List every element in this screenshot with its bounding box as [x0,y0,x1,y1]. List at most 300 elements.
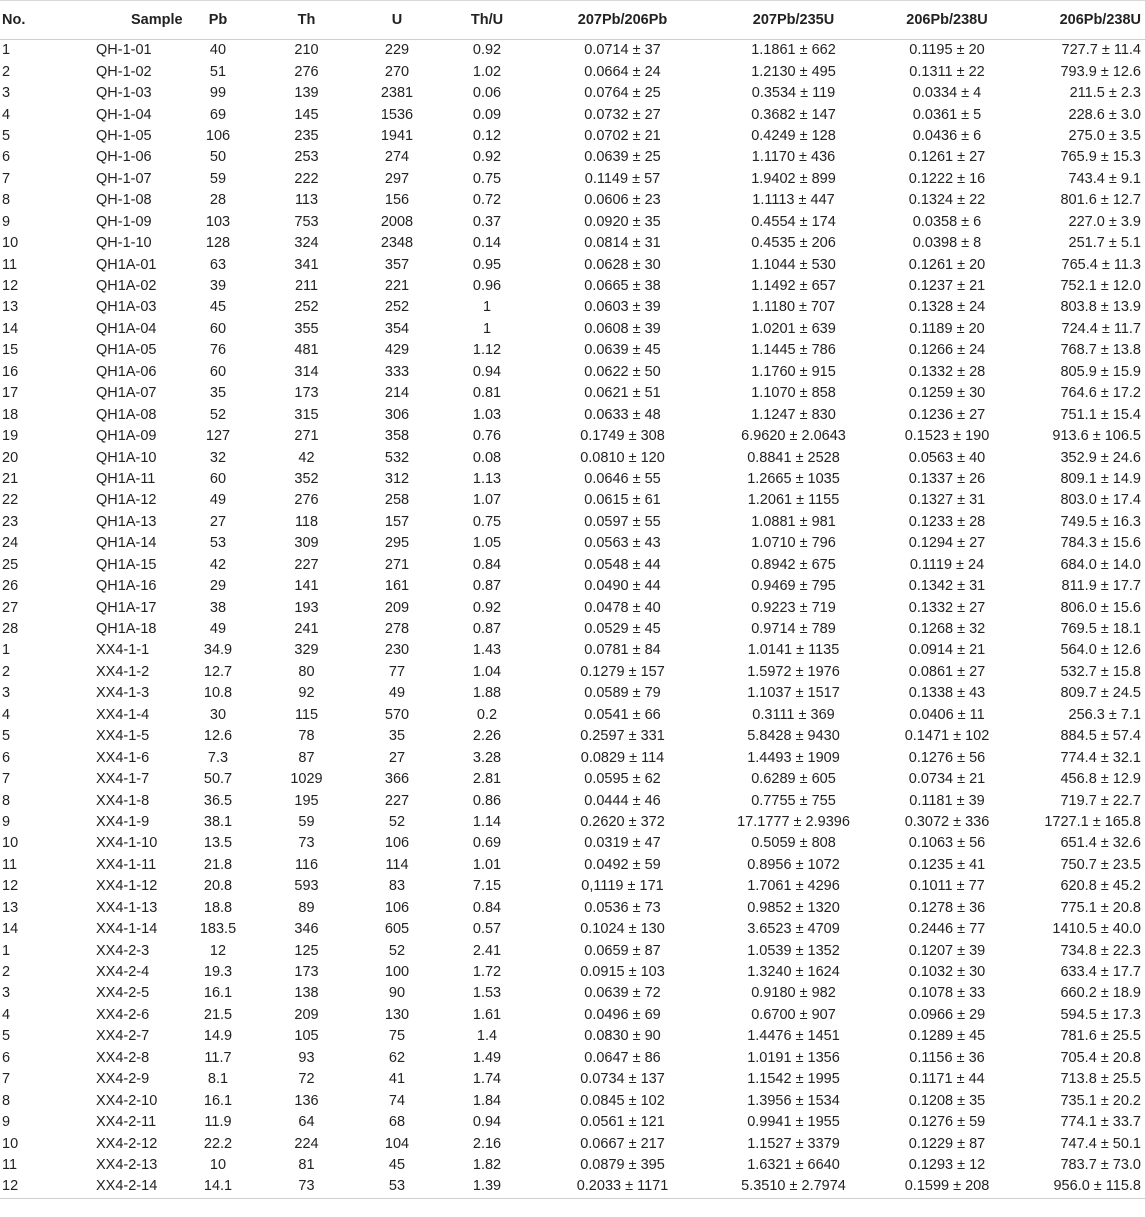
table-row [0,790,1145,811]
cell-u: 271 [384,556,410,573]
table-row [0,169,1145,190]
cell-th: 139 [294,85,319,102]
cell-sample: XX4-2-8 [96,1049,150,1066]
table-row [0,319,1145,340]
cell-th: 118 [294,513,319,530]
cell-th-u: 1.43 [472,642,502,659]
header-207pb-235u: 207Pb/235U [710,1,877,40]
cell-th-u: 0.72 [472,192,502,209]
cell-sample: XX4-1-8 [96,792,150,809]
cell-no: 1 [2,42,11,59]
table-row [0,61,1145,82]
cell-th: 92 [298,685,315,702]
cell-th: 341 [294,256,319,273]
cell-pb: 63 [209,256,227,273]
cell-206pb-238u-ratio: 0.0914 ± 21 [908,642,986,659]
cell-207pb-235u: 0.9941 ± 1955 [747,1114,840,1131]
cell-pb: 20.8 [203,878,233,895]
cell-pb: 16.1 [203,985,233,1002]
cell-no: 12 [2,878,19,895]
cell-207pb-206pb: 0.0764 ± 25 [584,85,661,102]
cell-th-u: 2.16 [472,1135,502,1152]
cell-sample: XX4-1-13 [96,899,158,916]
cell-pb: 10.8 [203,685,233,702]
cell-207pb-235u: 0.9714 ± 789 [751,621,836,638]
cell-206pb-238u-age: 684.0 ± 14.0 [1060,556,1141,573]
cell-th: 315 [294,406,319,423]
cell-th: 89 [298,899,315,916]
header-th-u: Th/U [439,1,535,40]
cell-th: 227 [294,556,319,573]
cell-u: 2348 [380,235,414,252]
cell-u: 130 [384,1006,410,1023]
cell-207pb-206pb: 0.0589 ± 79 [584,685,661,702]
cell-pb: 59 [209,170,227,187]
cell-no: 4 [2,1006,11,1023]
cell-207pb-235u: 0.5059 ± 808 [751,835,836,852]
cell-no: 7 [2,771,11,788]
cell-th-u: 1.84 [472,1092,502,1109]
cell-pb: 34.9 [203,642,233,659]
cell-206pb-238u-ratio: 0.1195 ± 20 [909,42,985,59]
cell-207pb-206pb: 0.0561 ± 121 [580,1114,665,1131]
cell-207pb-235u: 0.3534 ± 119 [751,85,836,102]
cell-207pb-235u: 0.9223 ± 719 [751,599,836,616]
cell-u: 45 [388,1156,406,1173]
cell-u: 114 [385,856,409,873]
cell-206pb-238u-age: 713.8 ± 25.5 [1060,1071,1141,1088]
cell-206pb-238u-age: 806.0 ± 15.6 [1060,599,1141,616]
cell-th-u: 0.96 [472,278,502,295]
cell-207pb-235u: 0.7755 ± 755 [751,792,836,809]
cell-206pb-238u-ratio: 0.2446 ± 77 [908,921,986,938]
table-row [0,297,1145,318]
cell-207pb-206pb: 0.0915 ± 103 [580,964,665,981]
cell-pb: 18.8 [203,899,233,916]
cell-206pb-238u-age: 564.0 ± 12.6 [1060,642,1141,659]
cell-sample: QH-1-05 [96,127,152,144]
table-row [0,597,1145,618]
cell-sample: QH1A-15 [96,556,157,573]
cell-th-u: 0.87 [472,621,502,638]
cell-207pb-235u: 1.1180 ± 707 [751,299,836,316]
cell-206pb-238u-age: 784.3 ± 15.6 [1060,535,1141,552]
cell-206pb-238u-ratio: 0.0966 ± 29 [908,1006,986,1023]
cell-207pb-235u: 0.6700 ± 907 [751,1006,836,1023]
cell-207pb-235u: 1.4476 ± 1451 [747,1028,840,1045]
cell-pb: 21.5 [203,1006,233,1023]
cell-no: 5 [2,1028,11,1045]
cell-207pb-235u: 1.1070 ± 858 [751,385,836,402]
cell-no: 5 [2,728,11,745]
cell-u: 209 [384,599,410,616]
cell-206pb-238u-ratio: 0.1276 ± 59 [908,1114,986,1131]
cell-th: 222 [294,170,319,187]
cell-th-u: 1.39 [439,1176,535,1198]
table-row [0,404,1145,425]
cell-206pb-238u-ratio: 0.1261 ± 20 [908,256,986,273]
table-row [0,212,1145,233]
cell-206pb-238u-age: 456.8 ± 12.9 [1060,771,1141,788]
cell-206pb-238u-age: 805.9 ± 15.9 [1060,363,1141,380]
cell-u: 2381 [380,85,414,102]
cell-sample: QH-1-06 [96,149,152,166]
header-207pb-206pb: 207Pb/206Pb [535,1,710,40]
cell-207pb-235u: 1.9402 ± 899 [751,170,836,187]
cell-206pb-238u-ratio: 0.1332 ± 28 [908,363,986,380]
cell-206pb-238u-ratio: 0.1261 ± 27 [908,149,986,166]
cell-th-u: 1.02 [472,63,502,80]
table-row [0,683,1145,704]
cell-206pb-238u-ratio: 0.3072 ± 336 [904,813,990,830]
cell-207pb-206pb: 0.0633 ± 48 [584,406,661,423]
cell-th: 141 [294,578,319,595]
cell-no: 8 [2,792,11,809]
cell-u: 252 [384,299,410,316]
cell-th: 193 [294,599,319,616]
cell-pb: 39 [209,278,227,295]
cell-th-u: 1.13 [472,470,502,487]
cell-207pb-206pb: 0.0444 ± 46 [584,792,661,809]
table-row [0,940,1145,961]
cell-206pb-238u-age: 743.4 ± 9.1 [1068,170,1141,187]
cell-sample: XX4-1-3 [96,685,150,702]
table-row [0,83,1145,104]
cell-no: 27 [2,599,19,616]
cell-sample: XX4-1-6 [96,749,150,766]
cell-pb: 16.1 [203,1092,233,1109]
cell-207pb-235u: 5.3510 ± 2.7974 [710,1176,877,1198]
cell-u: 77 [388,663,406,680]
cell-no: 21 [2,470,19,487]
cell-no: 13 [2,899,19,916]
cell-sample: XX4-2-11 [96,1114,157,1131]
cell-th-u: 0.08 [472,449,502,466]
cell-207pb-235u: 0.8841 ± 2528 [747,449,840,466]
header-th: Th [258,1,355,40]
cell-207pb-206pb: 0.0608 ± 39 [584,320,661,337]
cell-206pb-238u-age: 774.1 ± 33.7 [1060,1114,1141,1131]
cell-207pb-206pb: 0.0714 ± 37 [584,42,661,59]
cell-u: 90 [388,985,406,1002]
cell-207pb-235u: 0.8956 ± 1072 [747,856,840,873]
cell-pb: 103 [205,213,231,230]
cell-no: 9 [2,813,11,830]
header-206pb-238u-age: 206Pb/238U [1017,1,1145,40]
cell-206pb-238u-age: 809.7 ± 24.5 [1060,685,1141,702]
cell-no: 19 [2,428,19,445]
cell-th-u: 1.49 [472,1049,502,1066]
cell-207pb-235u: 6.9620 ± 2.0643 [741,428,846,445]
cell-sample: QH-1-08 [96,192,152,209]
cell-207pb-235u: 1.1542 ± 1995 [747,1071,840,1088]
cell-206pb-238u-ratio: 0.0563 ± 40 [908,449,986,466]
cell-th-u: 0.69 [472,835,502,852]
table-row [0,1112,1145,1133]
cell-pb: 12.7 [203,663,233,680]
cell-u: 74 [388,1092,406,1109]
cell-sample: QH1A-17 [96,599,157,616]
cell-206pb-238u-age: 765.4 ± 11.3 [1061,256,1141,273]
table-row [0,983,1145,1004]
cell-207pb-206pb: 0.1749 ± 308 [580,428,665,445]
cell-sample: QH1A-13 [96,513,157,530]
cell-th-u: 0.84 [472,899,502,916]
cell-th: 105 [294,1028,319,1045]
cell-th: 125 [294,942,319,959]
cell-th-u: 1.74 [472,1071,502,1088]
table-row [0,1048,1145,1069]
cell-pb: 38.1 [203,813,233,830]
table-row [0,190,1145,211]
cell-pb: 52 [209,406,227,423]
cell-sample: XX4-2-13 [96,1156,158,1173]
cell-206pb-238u-ratio: 0.1338 ± 43 [908,685,986,702]
cell-no: 13 [2,299,19,316]
cell-207pb-235u: 1.4493 ± 1909 [747,749,840,766]
cell-th-u: 0.92 [472,42,502,59]
cell-th: 481 [294,342,319,359]
cell-th: 115 [294,706,319,723]
cell-207pb-206pb: 0.0665 ± 38 [584,278,661,295]
cell-207pb-235u: 1.1037 ± 1517 [747,685,840,702]
cell-u: 83 [388,878,406,895]
cell-no: 1 [2,942,11,959]
cell-206pb-238u-ratio: 0.1207 ± 39 [908,942,986,959]
cell-207pb-206pb: 0.0492 ± 59 [584,856,661,873]
cell-th: 113 [294,192,319,209]
cell-206pb-238u-age: 724.4 ± 11.7 [1061,320,1141,337]
cell-207pb-235u: 1.2061 ± 1155 [747,492,840,509]
cell-sample: QH1A-14 [96,535,157,552]
cell-pb: 40 [209,42,227,59]
cell-207pb-235u: 1.1760 ± 915 [751,363,836,380]
cell-207pb-206pb: 0.0496 ± 69 [584,1006,661,1023]
cell-sample: XX4-2-6 [96,1006,150,1023]
cell-u: 157 [384,513,410,530]
cell-u: 429 [384,342,410,359]
cell-206pb-238u-age: 783.7 ± 73.0 [1060,1156,1141,1173]
cell-th-u: 0.76 [472,428,502,445]
cell-pb: 29 [209,578,227,595]
cell-th: 253 [294,149,319,166]
cell-pb: 19.3 [203,964,233,981]
cell-u: 62 [388,1049,406,1066]
cell-th: 276 [294,492,319,509]
cell-206pb-238u-ratio: 0.1599 ± 208 [877,1176,1017,1198]
cell-206pb-238u-ratio: 0.1342 ± 31 [908,578,986,595]
cell-no: 7 [2,170,11,187]
cell-sample: XX4-1-1 [96,642,150,659]
cell-206pb-238u-age: 620.8 ± 45.2 [1060,878,1141,895]
cell-207pb-235u: 1.3240 ± 1624 [747,964,840,981]
cell-206pb-238u-ratio: 0.1235 ± 41 [908,856,986,873]
cell-no: 11 [2,856,18,873]
cell-th: 78 [298,728,315,745]
cell-207pb-206pb: 0.0845 ± 102 [580,1092,665,1109]
cell-th-u: 1.03 [472,406,502,423]
cell-th: 352 [294,470,319,487]
cell-no: 12 [0,1176,48,1198]
table-row [0,855,1145,876]
cell-207pb-206pb: 0.2597 ± 331 [580,728,665,745]
cell-206pb-238u-ratio: 0.1011 ± 77 [909,878,985,895]
table-row [0,812,1145,833]
cell-207pb-206pb: 0.0628 ± 30 [584,256,661,273]
cell-207pb-206pb: 0.0541 ± 66 [584,706,661,723]
cell-207pb-206pb: 0.2033 ± 1171 [535,1176,710,1198]
cell-pb: 99 [209,85,227,102]
header-u: U [355,1,439,40]
cell-206pb-238u-ratio: 0.0334 ± 4 [912,85,982,102]
cell-sample: XX4-1-7 [96,771,150,788]
cell-sample: XX4-2-5 [96,985,150,1002]
cell-206pb-238u-ratio: 0.1523 ± 190 [904,428,990,445]
header-no: No. [0,1,48,40]
cell-pb: 12.6 [203,728,233,745]
cell-pb: 36.5 [203,792,233,809]
cell-th-u: 2.41 [472,942,502,959]
cell-th-u: 0.06 [472,85,502,102]
cell-207pb-235u: 17.1777 ± 2.9396 [737,813,850,830]
cell-pb: 10 [209,1156,227,1173]
cell-pb: 76 [209,342,227,359]
cell-th: 276 [294,63,319,80]
cell-th: 271 [294,428,319,445]
cell-sample: XX4-1-2 [96,663,150,680]
cell-th: 1029 [290,771,323,788]
cell-pb: 27 [209,513,227,530]
cell-u: 53 [355,1176,439,1198]
cell-th: 195 [294,792,319,809]
cell-th-u: 1 [482,320,492,337]
cell-no: 24 [2,535,19,552]
cell-207pb-235u: 1.7061 ± 4296 [747,878,840,895]
cell-no: 10 [2,1135,19,1152]
cell-206pb-238u-ratio: 0.1171 ± 44 [909,1071,985,1088]
cell-pb: 69 [209,106,227,123]
cell-207pb-235u: 1.1445 ± 786 [751,342,836,359]
cell-206pb-238u-age: 727.7 ± 11.4 [1061,42,1141,59]
cell-no: 14 [2,320,19,337]
cell-no: 14 [2,921,19,938]
cell-207pb-206pb: 0.0548 ± 44 [584,556,661,573]
cell-206pb-238u-age: 803.0 ± 17.4 [1060,492,1141,509]
cell-207pb-206pb: 0.0319 ± 47 [584,835,661,852]
cell-th: 309 [294,535,319,552]
cell-207pb-235u: 1.6321 ± 6640 [747,1156,840,1173]
cell-207pb-206pb: 0.0781 ± 84 [584,642,661,659]
cell-206pb-238u-age: 809.1 ± 14.9 [1060,470,1141,487]
cell-207pb-235u: 1.0881 ± 981 [751,513,836,530]
cell-u: 570 [384,706,410,723]
cell-206pb-238u-ratio: 0.1278 ± 36 [908,899,986,916]
cell-no: 2 [2,964,11,981]
cell-207pb-235u: 0.4249 ± 128 [751,127,836,144]
cell-no: 26 [2,578,19,595]
cell-th-u: 1.12 [472,342,502,359]
cell-207pb-235u: 1.0539 ± 1352 [747,942,840,959]
cell-u: 2008 [380,213,414,230]
cell-th-u: 0.2 [476,706,498,723]
table-row [0,640,1145,661]
cell-207pb-235u: 0.9180 ± 982 [751,985,836,1002]
cell-207pb-206pb: 0.0702 ± 21 [584,127,661,144]
cell-206pb-238u-ratio: 0.1208 ± 35 [908,1092,986,1109]
cell-th-u: 0.37 [472,213,502,230]
cell-u: 214 [384,385,410,402]
cell-u: 75 [388,1028,406,1045]
cell-pb: 128 [205,235,231,252]
cell-207pb-235u: 0.4535 ± 206 [751,235,836,252]
cell-th: 73 [298,835,315,852]
cell-sample: XX4-2-14 [48,1176,178,1198]
cell-th-u: 2.81 [472,771,502,788]
cell-207pb-206pb: 0.0734 ± 137 [580,1071,665,1088]
cell-th-u: 0.09 [472,106,502,123]
cell-sample: XX4-1-4 [96,706,150,723]
cell-th-u: 0.12 [472,127,502,144]
cell-207pb-206pb: 0.2620 ± 372 [580,813,665,830]
cell-206pb-238u-ratio: 0.0358 ± 6 [912,213,982,230]
cell-206pb-238u-age: 734.8 ± 22.3 [1060,942,1141,959]
cell-pb: 50 [209,149,227,166]
cell-th-u: 0.75 [472,170,502,187]
table-row [0,769,1145,790]
cell-207pb-206pb: 0.0606 ± 23 [584,192,661,209]
cell-no: 3 [2,685,11,702]
cell-pb: 183.5 [199,921,237,938]
table-row [0,340,1145,361]
table-row [0,469,1145,490]
cell-u: 532 [384,449,410,466]
cell-th: 753 [294,213,319,230]
cell-206pb-238u-age: 801.6 ± 12.7 [1060,192,1141,209]
cell-th: 64 [298,1114,315,1131]
cell-206pb-238u-age: 660.2 ± 18.9 [1060,985,1141,1002]
table-row [0,555,1145,576]
cell-pb: 14.9 [203,1028,233,1045]
cell-206pb-238u-ratio: 0.0398 ± 8 [912,235,982,252]
cell-th: 329 [294,642,319,659]
cell-sample: XX4-2-3 [96,942,150,959]
cell-th: 593 [294,878,319,895]
table-header [0,1,1145,40]
table-row [0,1176,1145,1198]
cell-pb: 106 [205,127,231,144]
cell-207pb-235u: 1.0710 ± 796 [751,535,836,552]
cell-207pb-235u: 1.0191 ± 1356 [747,1049,840,1066]
cell-207pb-206pb: 0.1279 ± 157 [580,663,665,680]
cell-sample: QH-1-02 [96,63,152,80]
table-row [0,1026,1145,1047]
cell-207pb-206pb: 0.0597 ± 55 [584,513,661,530]
cell-207pb-206pb: 0.0615 ± 61 [584,492,661,509]
cell-th: 81 [298,1156,315,1173]
table-row [0,876,1145,897]
cell-pb: 38 [209,599,227,616]
table-row [0,1005,1145,1026]
cell-206pb-238u-age: 774.4 ± 32.1 [1060,749,1141,766]
cell-207pb-235u: 1.0201 ± 639 [751,320,836,337]
cell-u: 278 [384,621,410,638]
cell-th-u: 1.05 [472,535,502,552]
cell-th-u: 0.75 [472,513,502,530]
cell-sample: XX4-1-12 [96,878,158,895]
cell-206pb-238u-age: 275.0 ± 3.5 [1068,127,1141,144]
cell-th-u: 0.92 [472,149,502,166]
cell-206pb-238u-ratio: 0.1293 ± 12 [908,1156,986,1173]
